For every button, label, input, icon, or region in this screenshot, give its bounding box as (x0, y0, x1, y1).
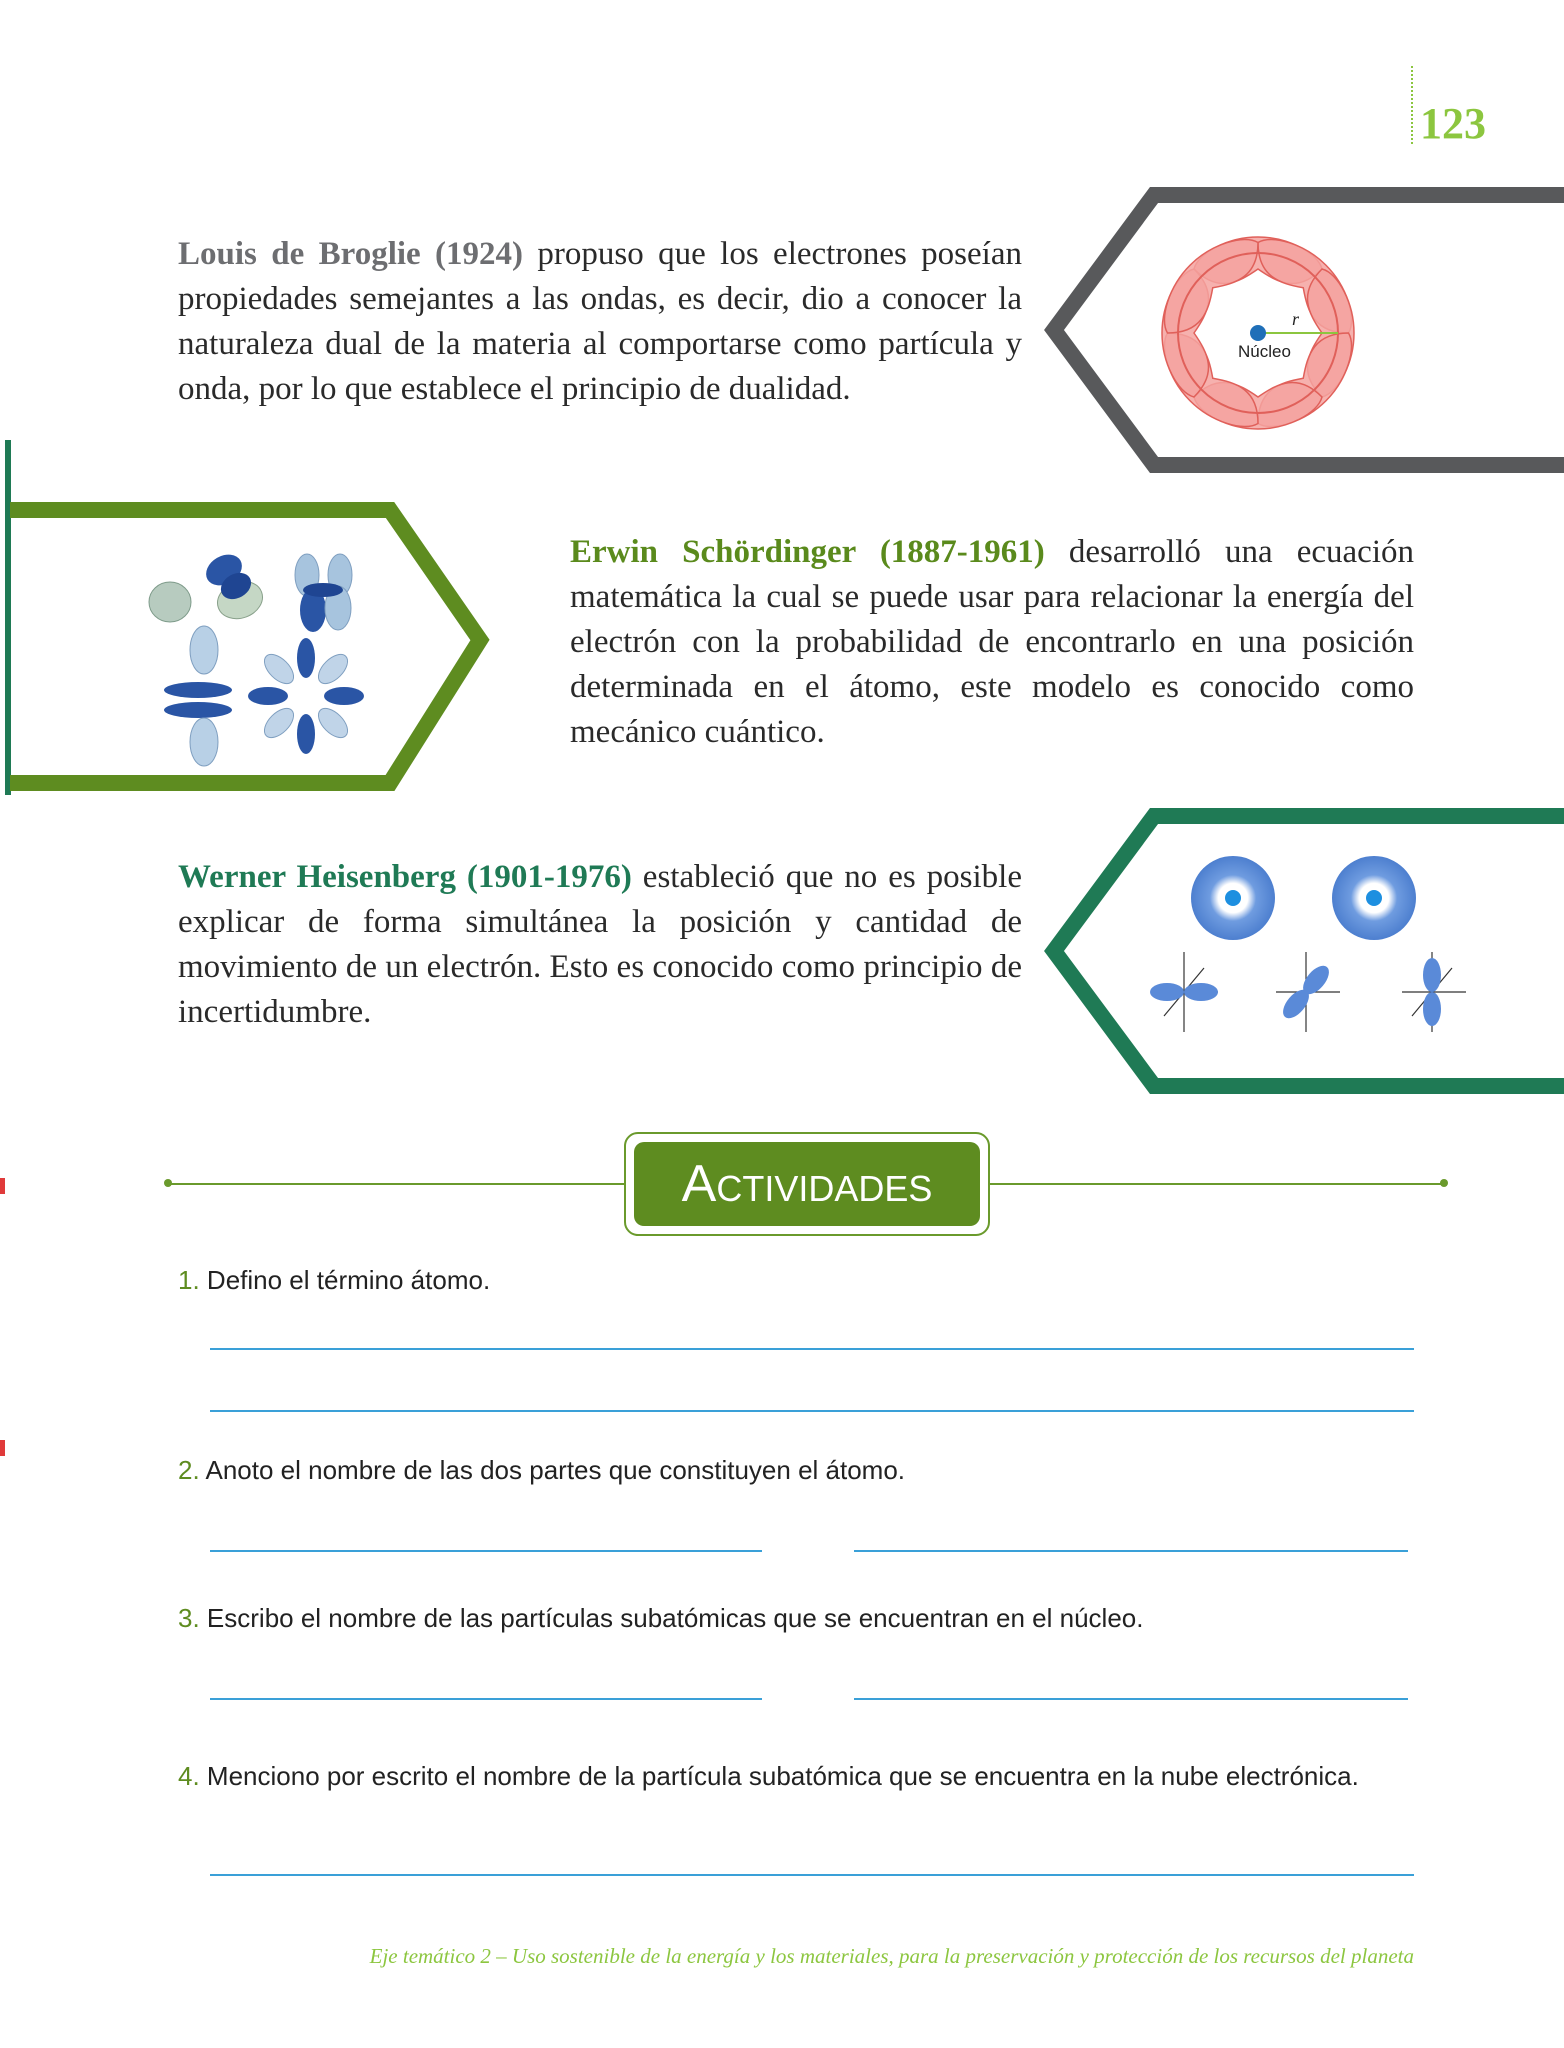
nucleus-label: Núcleo (1238, 342, 1291, 361)
orbital-shapes-illustration (149, 548, 364, 766)
divider-dot (164, 1179, 172, 1187)
question-text: Defino el término átomo. (206, 1265, 491, 1295)
question-number: 2. (178, 1455, 200, 1485)
radius-label: r (1292, 309, 1300, 329)
heisenberg-figure-frame (1040, 806, 1564, 1096)
nucleus-dot (1250, 325, 1266, 341)
answer-line[interactable] (210, 1550, 762, 1552)
question-3 (178, 1600, 1143, 1636)
answer-line[interactable] (210, 1410, 1414, 1412)
answer-line[interactable] (210, 1874, 1414, 1876)
bio-schrodinger (570, 530, 1414, 755)
question-number: 4. (178, 1761, 200, 1791)
margin-marker (0, 1440, 5, 1456)
question-2 (178, 1452, 905, 1488)
question-text: Menciono por escrito el nombre de la partícula subatómica que se encuentra en la nube electrónica. (206, 1761, 1359, 1791)
bio-broglie (178, 232, 1022, 412)
footer-caption: Eje temático 2 – Uso sostenible de la energía y los materiales, para la preservación y protección de los recursos del planeta (369, 1944, 1414, 1968)
divider-dot (1440, 1179, 1448, 1187)
question-text: Escribo el nombre de las partículas subatómicas que se encuentran en el núcleo. (206, 1603, 1144, 1633)
bio-heisenberg (178, 855, 1022, 1035)
page-number-rule (1411, 66, 1413, 144)
margin-marker (0, 1178, 5, 1194)
bio-text: propuso que los electrones poseían propiedades semejantes a las ondas, es decir, dio a conocer la naturaleza dual de la materia al comportarse como partícula y onda, por lo que establece el principio de dualidad. (178, 236, 1022, 407)
answer-line[interactable] (854, 1698, 1408, 1700)
answer-line[interactable] (854, 1550, 1408, 1552)
bio-text: desarrolló una ecuación matemática la cual se puede usar para relacionar la energía del electrón con la probabilidad de encontrarlo en una posición determinada en el átomo, este modelo es conocido como mecánico cuántico. (570, 534, 1414, 750)
standing-wave-diagram (1145, 220, 1371, 446)
question-1 (178, 1262, 490, 1298)
broglie-figure-frame (1040, 185, 1564, 475)
page-number: 123 (1420, 99, 1486, 148)
answer-line[interactable] (210, 1698, 762, 1700)
bio-name: Louis de Broglie (1924) (178, 236, 524, 272)
schrodinger-figure-frame (0, 440, 500, 800)
question-text: Anoto el nombre de las dos partes que constituyen el átomo. (205, 1455, 906, 1485)
bio-text: estableció que no es posible explicar de forma simultánea la posición y cantidad de movimiento de un electrón. Esto es conocido como principio de incertidumbre. (178, 859, 1022, 1030)
bio-name: Erwin Schördinger (1887-1961) (570, 534, 1045, 570)
activities-title: Actividades (681, 1155, 933, 1213)
orbital-cloud-illustration (1150, 856, 1466, 1032)
bio-name: Werner Heisenberg (1901-1976) (178, 859, 632, 895)
question-number: 3. (178, 1603, 200, 1633)
answer-line[interactable] (210, 1348, 1414, 1350)
question-4 (178, 1758, 1444, 1794)
question-number: 1. (178, 1265, 200, 1295)
